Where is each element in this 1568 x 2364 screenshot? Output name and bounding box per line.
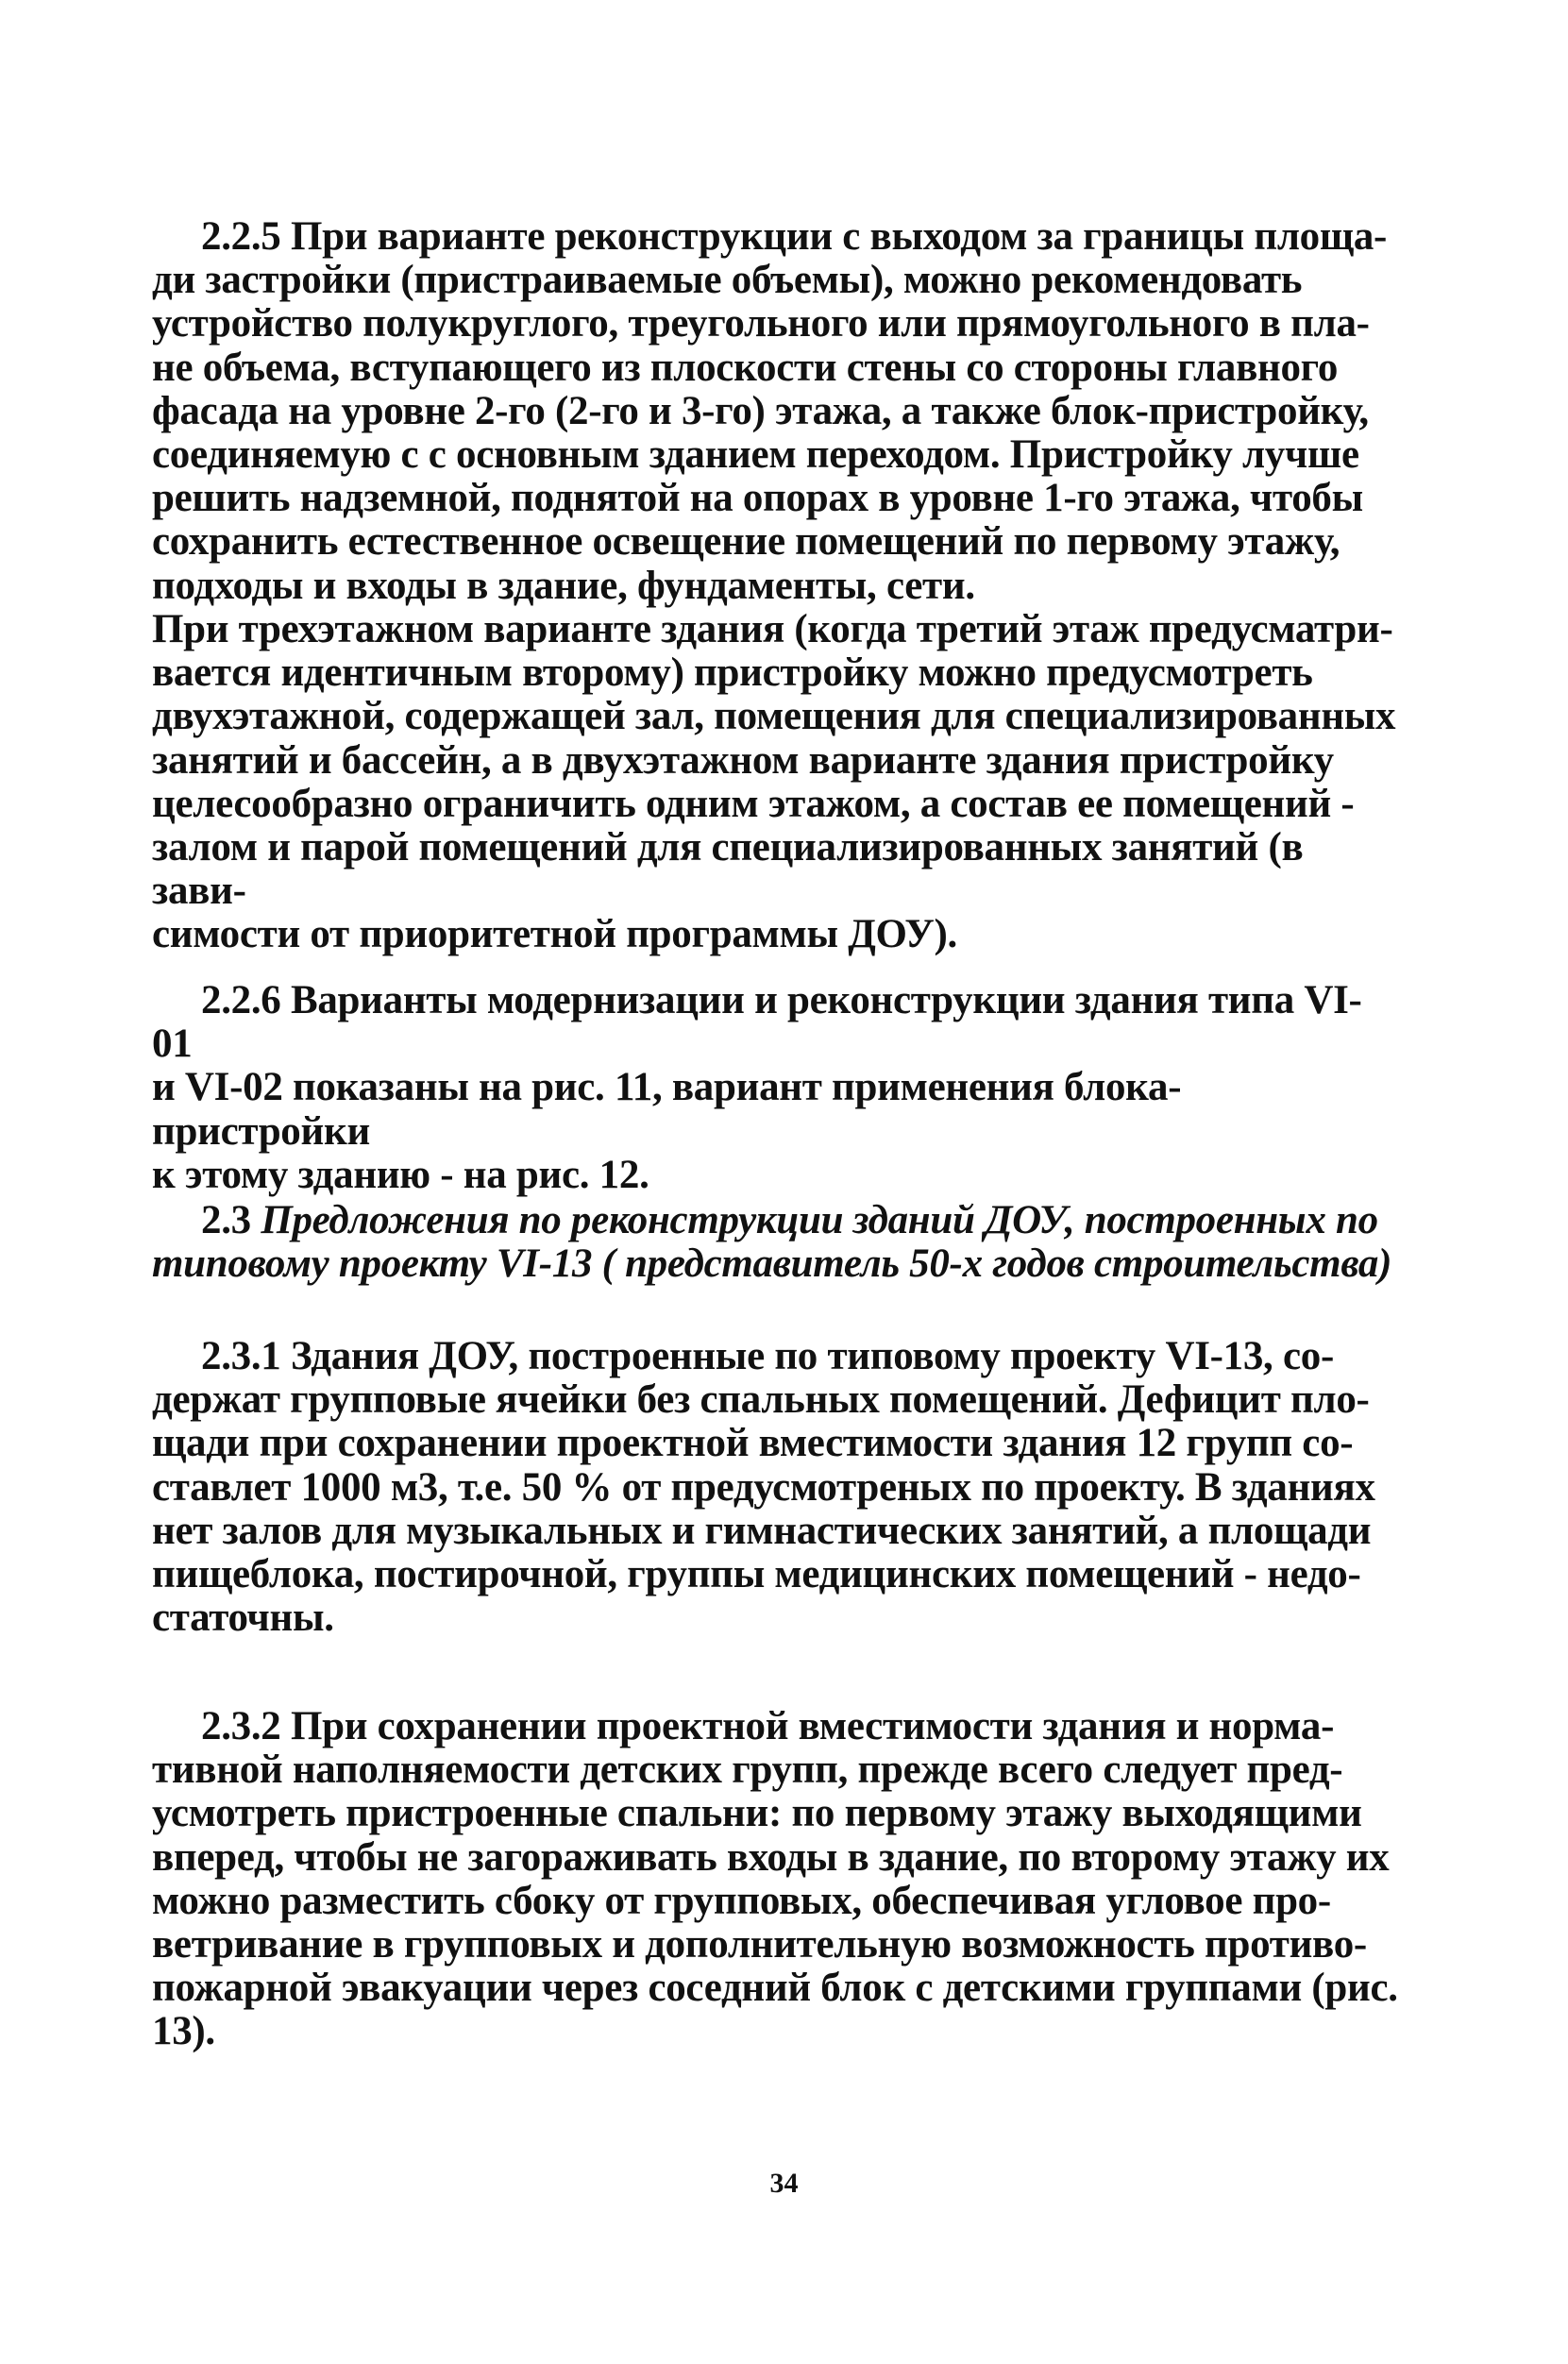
- section-heading-2-3: [152, 1199, 1398, 1286]
- paragraph-text: 2.3.2 При сохранении проектной вместимости здания и норма- тивной наполняемости детских групп, прежде всего следует пред- усмотреть пристроенные спальни: по первому этажу выходящими вперед, чтобы не загораживать входы в здание, по второму этажу их можно разместить сбоку от групповых, обеспечивая угловое про- ветривание в групповых и дополнительную возможность противо- пожарной эвакуации через соседний блок с детскими группами (рис. 13).: [152, 1704, 1398, 2054]
- paragraph-2-3-2: [152, 1705, 1398, 2054]
- paragraph-text: 2.2.5 При варианте реконструкции с выходом за границы площа- ди застройки (пристраиваемые объемы), можно рекомендовать устройство полукруглого, треугольного или прямоугольного в пла- не объема, вступающего из плоскости стены со стороны главного фасада на уровне 2-го (2-го и 3-го) этажа, а также блок-пристройку, соединяемую с с основным зданием переходом. Пристройку лучше решить надземной, поднятой на опорах в уровне 1-го этажа, чтобы сохранить естественное освещение помещений по первому этажу, подходы и входы в здание, фундаменты, сети.: [152, 214, 1388, 608]
- page-number: 34: [769, 2168, 799, 2199]
- paragraph-text: При трехэтажном варианте здания (когда третий этаж предусматри- вается идентичным второму) пристройку можно предусмотреть двухэтажной, содержащей зал, помещения для специализированных занятий и бассейн, а в двухэтажном варианте здания пристройку целесообразно ограничить одним этажом, а состав ее помещений - залом и парой помещений для специализированных занятий (в зави- симости от приоритетной программы ДОУ).: [152, 607, 1396, 957]
- paragraph-text: 2.3.1 Здания ДОУ, построенные по типовому проекту VI-13, со- держат групповые ячейки без спальных помещений. Дефицит пло- щади при сохранении проектной вместимости здания 12 групп со- ставлет 1000 м3, т.е. 50 % от предусмотреных по проекту. В зданиях нет залов для музыкальных и гимнастических занятий, а площади пищеблока, постирочной, группы медицинских помещений - недо- статочны.: [152, 1334, 1375, 1641]
- paragraph-2-2-6: [152, 979, 1398, 1197]
- section-title: Предложения по реконструкции зданий ДОУ, построенных по типовому проекту VI-13 ( представитель 50-х годов строительства): [152, 1198, 1392, 1287]
- paragraph-2-3-1: [152, 1335, 1398, 1640]
- paragraph-2-2-5: [152, 215, 1398, 608]
- section-number: 2.3: [201, 1198, 251, 1242]
- section-heading: [152, 1199, 1398, 1286]
- paragraph-text: 2.2.6 Варианты модернизации и реконструкции здания типа VI-01 и VI-02 показаны на рис. 11, вариант применения блока-пристройки к этому зданию - на рис. 12.: [152, 978, 1362, 1197]
- paragraph-2-2-5-continued: [152, 608, 1398, 957]
